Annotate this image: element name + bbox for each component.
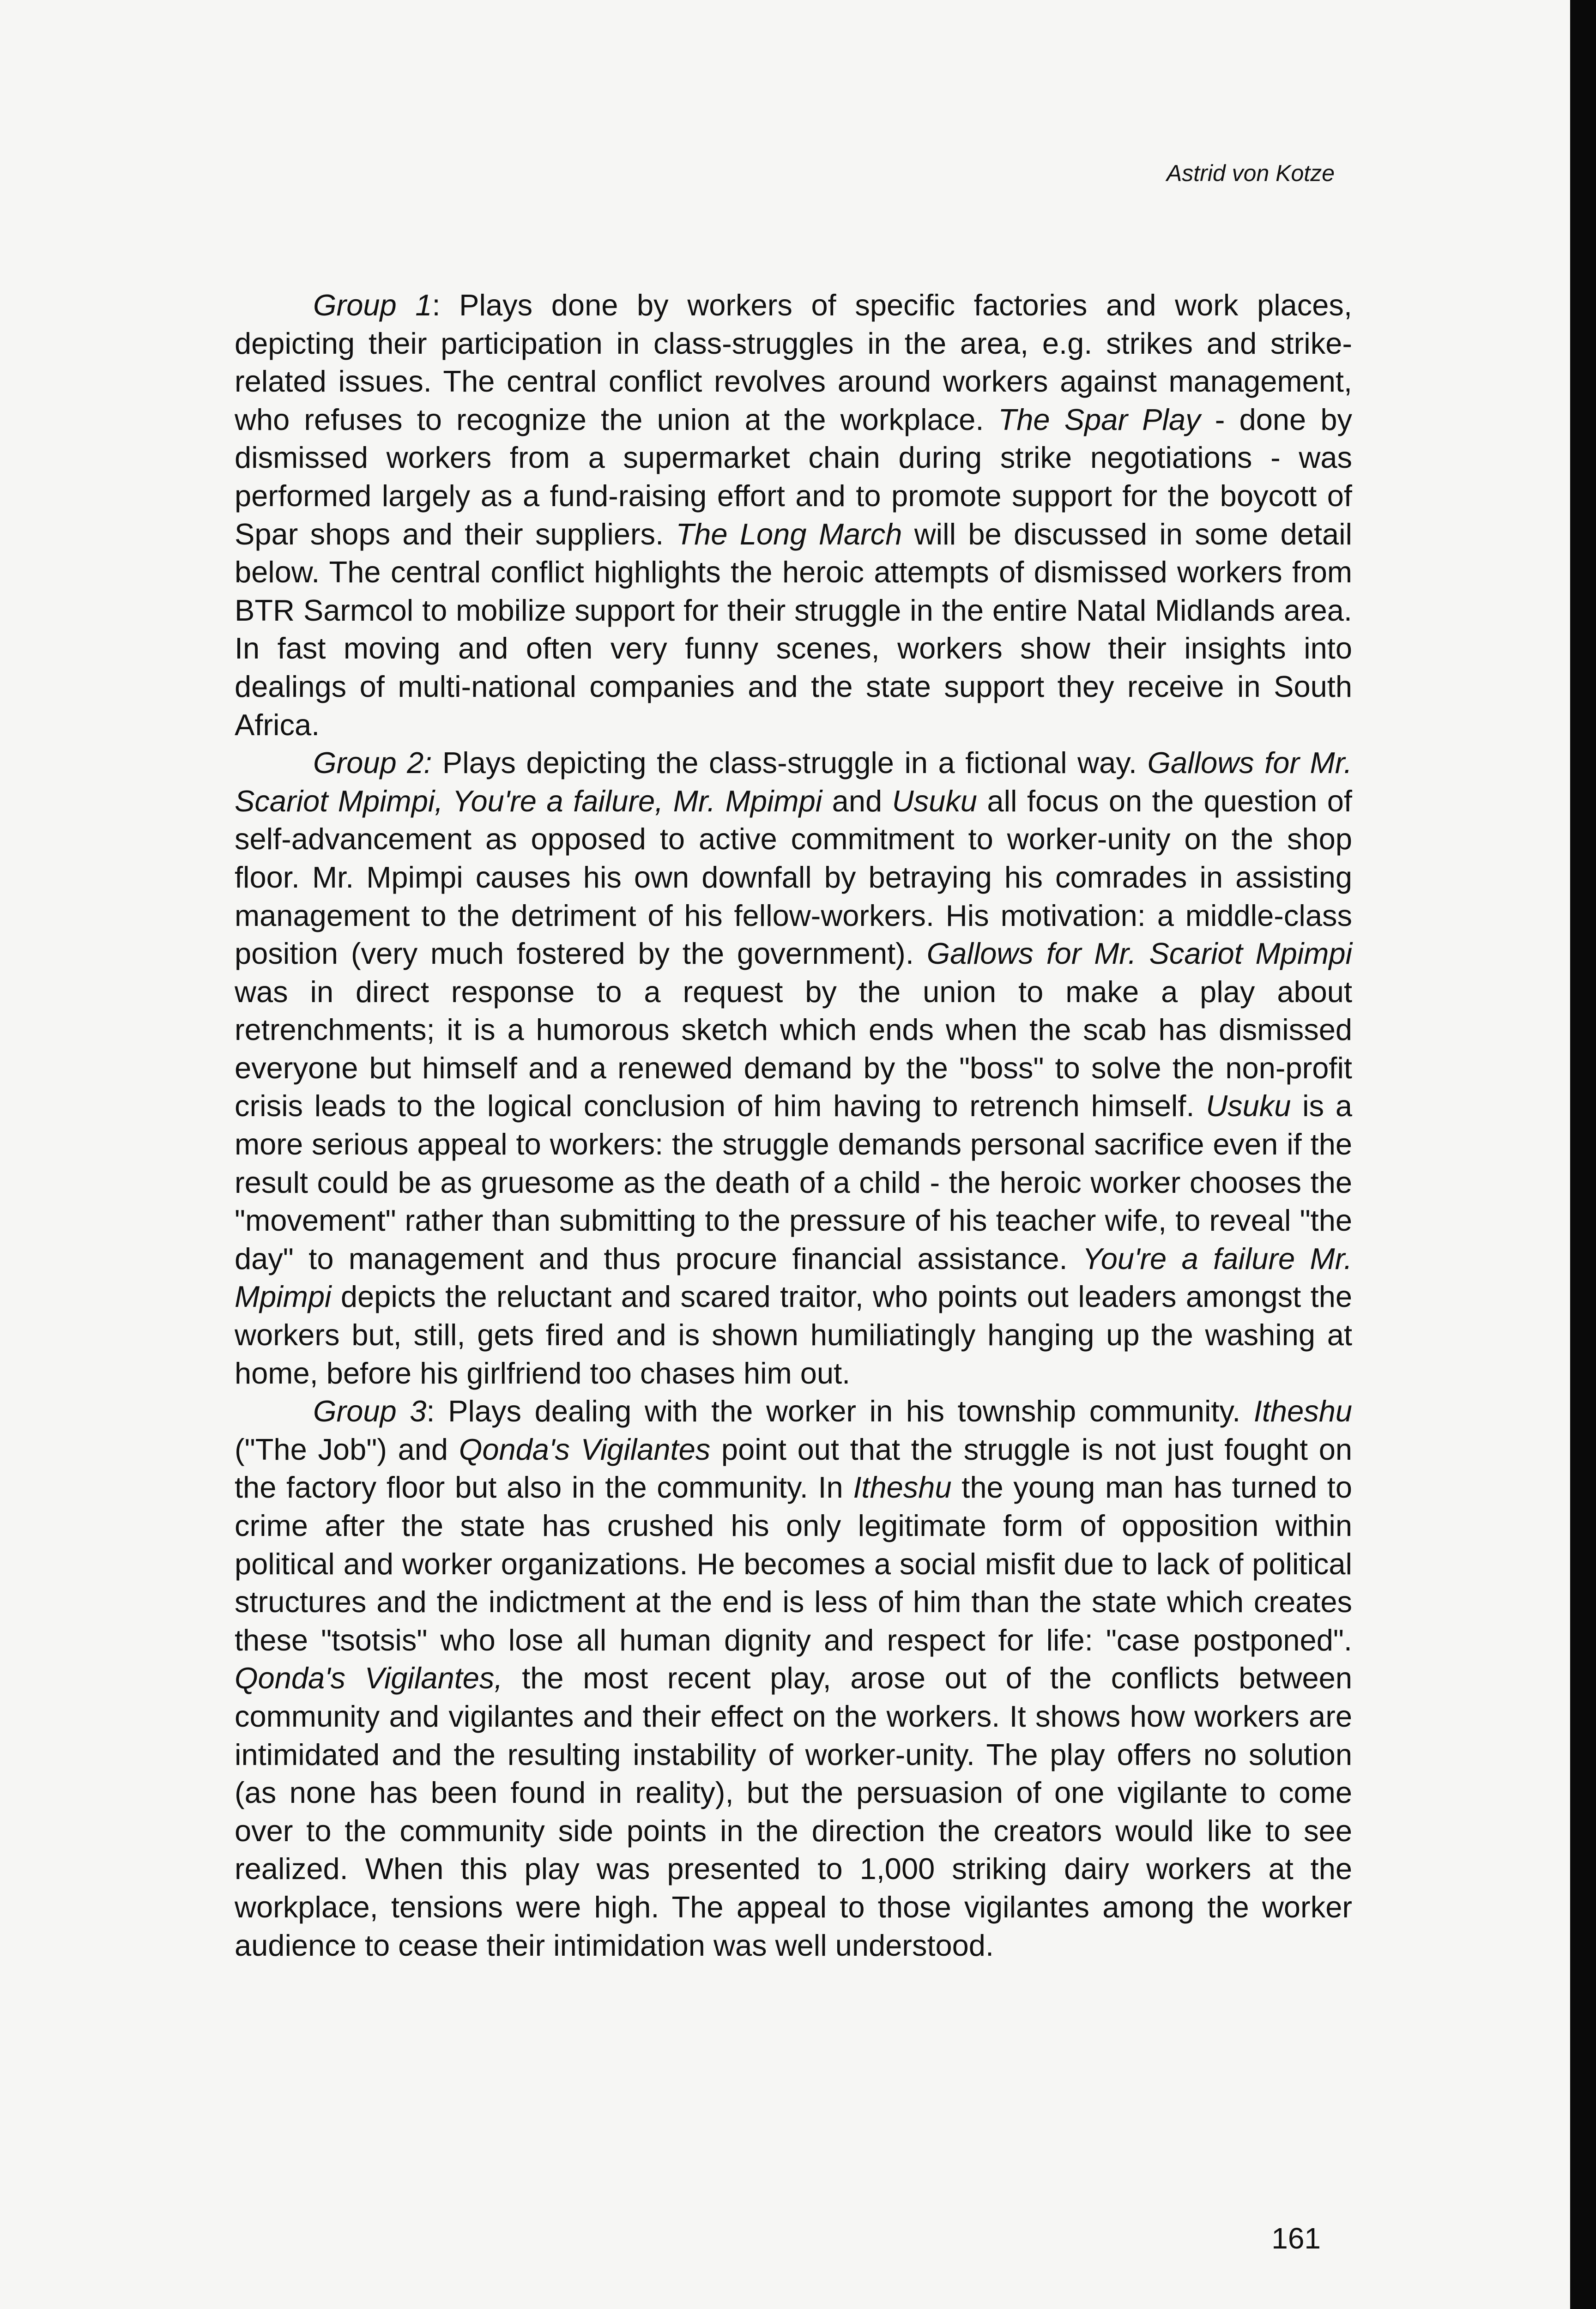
italic-text-run: Qonda's Vigilantes, [235, 1661, 503, 1695]
italic-text-run: Group 2: [313, 746, 432, 780]
italic-text-run: You're a failure Mr. Mpimpi [235, 1241, 1353, 1314]
italic-text-run: Group 3 [313, 1394, 427, 1428]
italic-text-run: Gallows for Mr. Scariot Mpimpi, You're a failure, Mr. Mpimpi [235, 746, 1352, 818]
paragraph-group-2 [235, 744, 1352, 1392]
text-run: depicts the reluctant and scared traitor, who points out leaders amongst the workers but, still, gets fired and is shown humiliatingly hanging up the washing at home, before his girlfriend too chases him out. [235, 1280, 1352, 1390]
running-head-author: Astrid von Kotze [1166, 160, 1335, 186]
italic-text-run: Gallows for Mr. Scariot Mpimpi [926, 937, 1353, 971]
italic-text-run: Qonda's Vigilantes [459, 1432, 711, 1466]
text-run: - done by dismissed workers from a supermarket chain during strike negotiations - was performed largely as a fund-raising effort and to promote support for the boycott of Spar shops and their suppliers. [235, 402, 1353, 551]
text-run: ("The Job") and [235, 1432, 459, 1466]
text-run: : Plays dealing with the worker in his township community. [426, 1394, 1254, 1428]
text-run: the most recent play, arose out of the conflicts between community and vigilantes and their effect on the workers. It shows how workers are intimidated and the resulting instability of worker-unity. The play offers no solution (as none has been found in reality), but the persuasion of one vigilante to come over to the community side points in the direction the creators would like to see realized. When this play was presented to 1,000 striking dairy workers at the workplace, tensions were high. The appeal to those vigilantes among the worker audience to cease their intimidation was well understood. [235, 1661, 1352, 1962]
body-text [235, 286, 1352, 1964]
text-run: : Plays done by workers of specific factories and work places, depicting their participation in class-struggles in the area, e.g. strikes and strike-related issues. The central conflict revolves around workers against management, who refuses to recognize the union at the workplace. [235, 288, 1352, 436]
text-run: is a more serious appeal to workers: the struggle demands personal sacrifice even if the result could be as gruesome as the death of a child - the heroic worker chooses the "movement" rather than submitting to the pressure of his teacher wife, to reveal "the day" to management and thus procure financial assistance. [235, 1089, 1352, 1275]
paragraph-group-3 [235, 1392, 1352, 1964]
italic-text-run: Itheshu [853, 1470, 952, 1505]
text-run: will be discussed in some detail below. The central conflict highlights the heroic attempts of dismissed workers from BTR Sarmcol to mobilize support for their struggle in the entire Natal Midlands area. In fast moving and often very funny scenes, workers show their insights into dealings of multi-national companies and the state support they receive in South Africa. [235, 517, 1352, 742]
italic-text-run: The Long March [676, 517, 902, 551]
text-run: and [822, 784, 892, 818]
paragraph-group-1 [235, 286, 1352, 744]
italic-text-run: The Spar Play [998, 402, 1201, 436]
text-run: point out that the struggle is not just fought on the factory floor but also in the community. In [235, 1432, 1353, 1505]
italic-text-run: Usuku [1206, 1089, 1291, 1123]
italic-text-run: Itheshu [1253, 1394, 1353, 1428]
page-number: 161 [1271, 2222, 1321, 2255]
scan-edge [1570, 0, 1596, 2309]
text-run: all focus on the question of self-advancement as opposed to active commitment to worker-unity on the shop floor. Mr. Mpimpi causes his own downfall by betraying his comrades in assisting management to the detriment of his fellow-workers. His motivation: a middle-class position (very much fostered by the government). [235, 784, 1352, 971]
text-run: the young man has turned to crime after the state has crushed his only legitimate form of opposition within political and worker organizations. He becomes a social misfit due to lack of political structures and the indictment at the end is less of him than the state which creates these "tsotsis" who lose all human dignity and respect for life: "case postponed". [235, 1470, 1352, 1657]
text-run: Plays depicting the class-struggle in a fictional way. [432, 746, 1148, 780]
italic-text-run: Group 1 [313, 288, 432, 322]
text-run: was in direct response to a request by the union to make a play about retrenchments; it is a humorous sketch which ends when the scab has dismissed everyone but himself and a renewed demand by the "boss" to solve the non-profit crisis leads to the logical conclusion of him having to retrench himself. [235, 974, 1352, 1123]
italic-text-run: Usuku [892, 784, 977, 818]
